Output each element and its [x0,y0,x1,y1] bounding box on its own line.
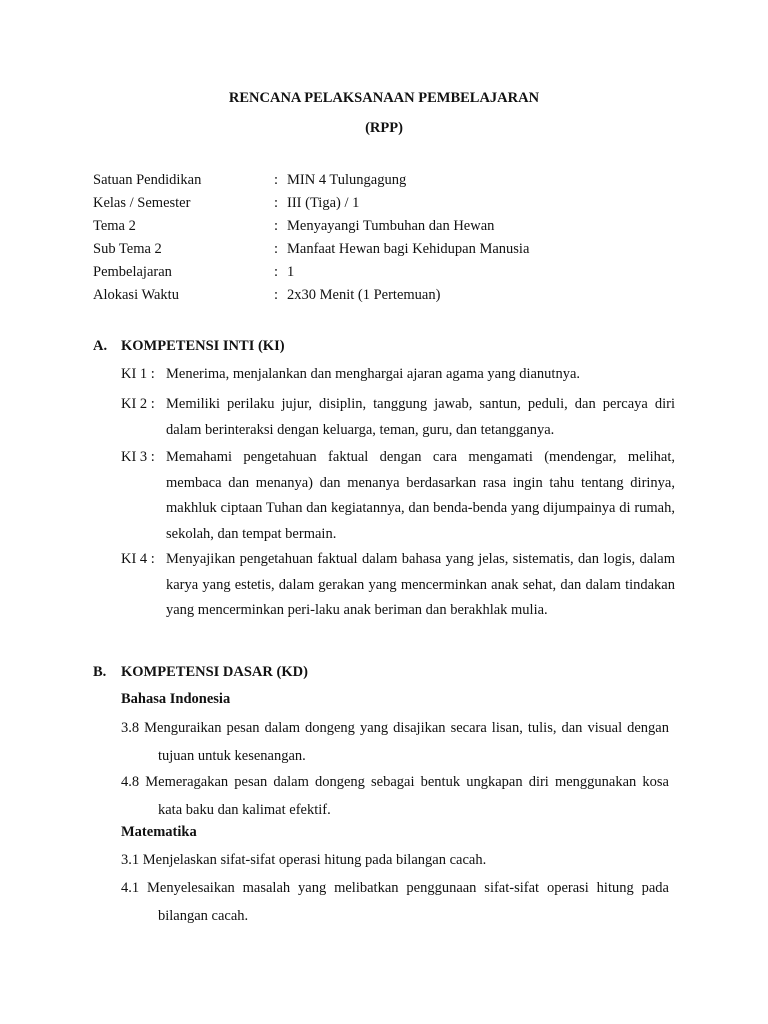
document-title: RENCANA PELAKSANAAN PEMBELAJARAN [228,90,540,106]
ki-item-4 [121,547,675,624]
subject-heading-bahasa-indonesia: Bahasa Indonesia [121,691,231,707]
kd-text: 3.8 Menguraikan pesan dalam dongeng yang disajikan secara lisan, tulis, dan visual dengan tujuan untuk kesenangan. [121,720,669,764]
subject-heading-matematika: Matematika [121,824,197,840]
ki-item-3 [121,445,675,547]
meta-row-tema [93,217,693,240]
meta-colon: : [274,241,279,257]
meta-row-subtema [93,240,693,263]
kd-item-4-8 [121,768,669,824]
meta-value: Menyayangi Tumbuhan dan Hewan [287,218,495,234]
ki-label: KI 1 : [121,366,155,382]
meta-label: Pembelajaran [93,264,172,280]
kd-text: 4.8 Memeragakan pesan dalam dongeng sebagai bentuk ungkapan diri menggunakan kosa kata baku dan kalimat efektif. [121,774,669,818]
meta-row-kelas [93,194,693,217]
kd-item-4-1 [121,874,669,930]
ki-text: Memiliki perilaku jujur, disiplin, tanggung jawab, santun, peduli, dan percaya diri dalam berinteraksi dengan keluarga, teman, guru, dan tetangganya. [166,396,675,438]
meta-value: MIN 4 Tulungagung [287,172,407,188]
document-subtitle: (RPP) [365,120,403,136]
meta-label: Tema 2 [93,218,136,234]
meta-row-satuan [93,171,693,194]
meta-label: Satuan Pendidikan [93,172,202,188]
kd-text: 3.1 Menjelaskan sifat-sifat operasi hitung pada bilangan cacah. [121,852,487,868]
kd-item-3-1 [121,846,669,874]
meta-colon: : [274,287,279,303]
meta-colon: : [274,218,279,234]
meta-value: Manfaat Hewan bagi Kehidupan Manusia [287,241,530,257]
section-title: KOMPETENSI INTI (KI) [121,338,285,354]
meta-label: Alokasi Waktu [93,287,179,303]
section-title: KOMPETENSI DASAR (KD) [121,664,308,680]
meta-value: III (Tiga) / 1 [287,195,360,211]
kd-text: 4.1 Menyelesaikan masalah yang melibatkan penggunaan sifat-sifat operasi hitung pada bilangan cacah. [121,880,669,924]
ki-label: KI 4 : [121,551,155,567]
section-letter: B. [93,664,107,680]
ki-label: KI 2 : [121,396,155,412]
meta-value: 1 [287,264,295,280]
meta-colon: : [274,172,279,188]
kd-item-3-8 [121,714,669,770]
meta-row-alokasi [93,286,693,309]
meta-value: 2x30 Menit (1 Pertemuan) [287,287,441,303]
meta-label: Sub Tema 2 [93,241,162,257]
section-letter: A. [93,338,108,354]
meta-colon: : [274,264,279,280]
ki-item-2 [121,392,675,443]
ki-text: Memahami pengetahuan faktual dengan cara mengamati (mendengar, melihat, membaca dan menanya) dan menanya berdasarkan rasa ingin tahu tentang dirinya, makhluk ciptaan Tuhan dan kegiatannya, dan benda-benda yang dijumpainya di rumah, sekolah, dan tempat bermain. [166,449,675,542]
meta-label: Kelas / Semester [93,195,191,211]
identity-table [93,171,693,309]
ki-item-1 [121,362,675,388]
ki-text: Menyajikan pengetahuan faktual dalam bahasa yang jelas, sistematis, dan logis, dalam karya yang estetis, dalam gerakan yang mencerminkan anak sehat, dan dalam tindakan yang mencerminkan peri-laku anak beriman dan berakhlak mulia. [166,551,675,618]
ki-label: KI 3 : [121,449,155,465]
ki-text: Menerima, menjalankan dan menghargai ajaran agama yang dianutnya. [166,366,581,382]
meta-colon: : [274,195,279,211]
meta-row-pembelajaran [93,263,693,286]
